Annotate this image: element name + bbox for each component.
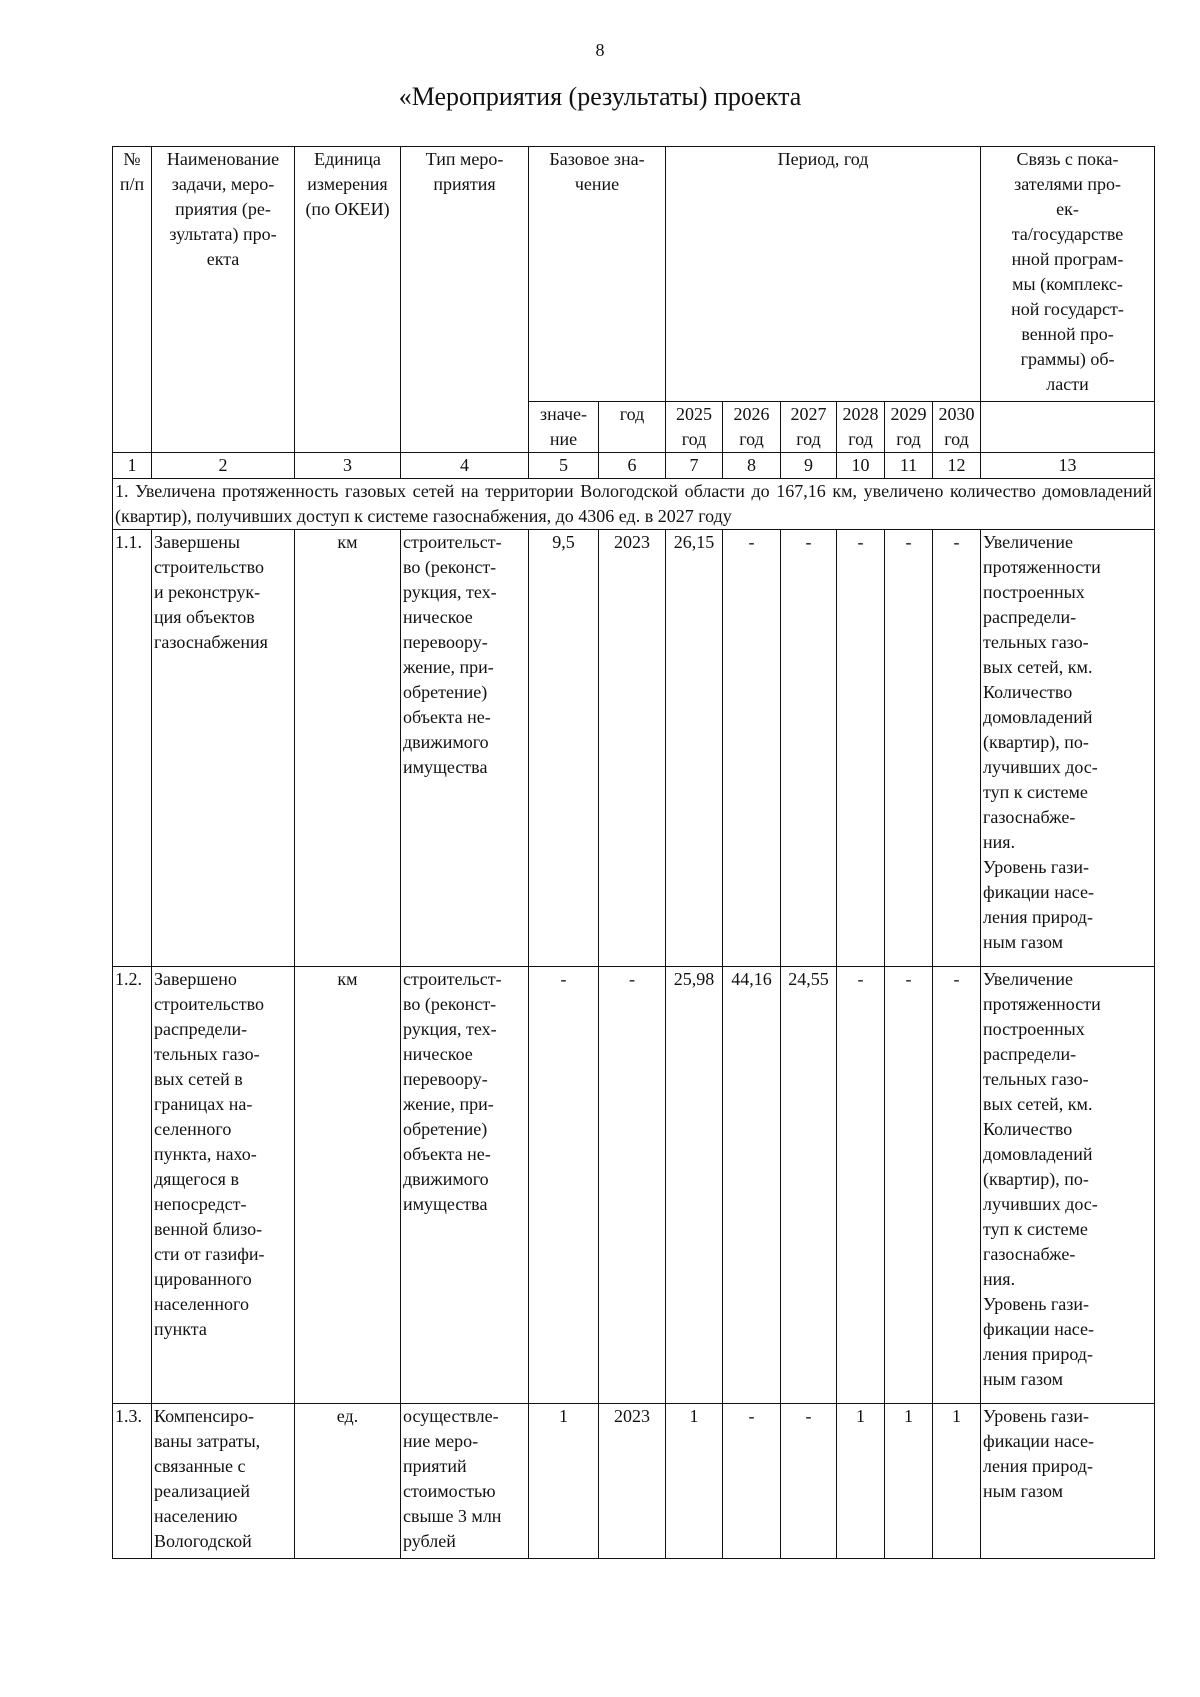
column-number: 13 <box>981 453 1155 479</box>
row-year-2025: 25,98 <box>666 967 723 1404</box>
column-number: 11 <box>885 453 933 479</box>
row-link: Увеличение протяженности построенных распредели- тельных газо- вых сетей, км. Количество домовладений (квартир), по- лучивших дос- туп к системе газоснабже- ния. Уровень гази- фикации насе- ления природ- ным газом <box>981 967 1155 1404</box>
header-col-base: Базовое зна- чение <box>529 147 666 402</box>
header-year-2028: 2028 год <box>837 402 885 453</box>
row-type: строительст- во (реконст- рукция, тех- ническое перевоору- жение, при- обретение) объекта не- движимого имущества <box>401 967 529 1404</box>
section-title: 1. Увеличена протяженность газовых сетей на территории Вологодской области до 167,16 км, увеличено количество домовладений (квартир), получивших доступ к системе газоснабжения, до 4306 ед. в 2027 году <box>113 479 1155 530</box>
column-number: 6 <box>599 453 666 479</box>
row-year-2026: - <box>723 530 781 967</box>
column-number: 5 <box>529 453 599 479</box>
header-col-type: Тип меро- приятия <box>401 147 529 453</box>
row-name: Завершены строительство и реконструк- ция объектов газоснабжения <box>152 530 295 967</box>
row-unit: км <box>295 967 401 1404</box>
row-unit: ед. <box>295 1404 401 1559</box>
row-year-2029: - <box>885 967 933 1404</box>
column-number: 8 <box>723 453 781 479</box>
column-number: 12 <box>933 453 981 479</box>
row-base-year: 2023 <box>599 1404 666 1559</box>
row-number: 1.3. <box>113 1404 152 1559</box>
row-year-2026: 44,16 <box>723 967 781 1404</box>
header-year-2027: 2027 год <box>781 402 837 453</box>
row-number: 1.1. <box>113 530 152 967</box>
header-row <box>113 147 1155 402</box>
row-year-2025: 1 <box>666 1404 723 1559</box>
column-number: 10 <box>837 453 885 479</box>
header-year-2026: 2026 год <box>723 402 781 453</box>
section-row <box>113 479 1155 530</box>
column-number: 7 <box>666 453 723 479</box>
column-number: 4 <box>401 453 529 479</box>
row-unit: км <box>295 530 401 967</box>
row-base-value: - <box>529 967 599 1404</box>
row-year-2027: - <box>781 1404 837 1559</box>
table-row <box>113 1404 1155 1559</box>
column-numbers-row <box>113 453 1155 479</box>
table-row <box>113 967 1155 1404</box>
row-year-2026: - <box>723 1404 781 1559</box>
header-col-period: Период, год <box>666 147 981 402</box>
row-type: осуществле- ние меро- приятий стоимостью свыше 3 млн рублей <box>401 1404 529 1559</box>
header-year-2030: 2030 год <box>933 402 981 453</box>
row-link: Увеличение протяженности построенных распредели- тельных газо- вых сетей, км. Количество домовладений (квартир), по- лучивших дос- туп к системе газоснабже- ния. Уровень гази- фикации насе- ления природ- ным газом <box>981 530 1155 967</box>
column-number: 3 <box>295 453 401 479</box>
row-year-2029: 1 <box>885 1404 933 1559</box>
header-col-no: № п/п <box>113 147 152 453</box>
table-row <box>113 530 1155 967</box>
row-year-2028: - <box>837 530 885 967</box>
row-base-value: 1 <box>529 1404 599 1559</box>
header-col-unit: Единица измерения (по ОКЕИ) <box>295 147 401 453</box>
row-year-2029: - <box>885 530 933 967</box>
header-year-2025: 2025 год <box>666 402 723 453</box>
header-col-link: Связь с пока- зателями про- ек- та/государстве нной програм- мы (комплекс- ной государст- венной про- граммы) об- ласти <box>981 147 1155 402</box>
results-table <box>112 146 1155 1559</box>
row-number: 1.2. <box>113 967 152 1404</box>
row-base-value: 9,5 <box>529 530 599 967</box>
page-number: 8 <box>595 40 605 60</box>
row-year-2028: - <box>837 967 885 1404</box>
column-number: 9 <box>781 453 837 479</box>
header-col-name: Наименование задачи, меро- приятия (ре- зультата) про- екта <box>152 147 295 453</box>
row-type: строительст- во (реконст- рукция, тех- ническое перевоору- жение, при- обретение) объекта не- движимого имущества <box>401 530 529 967</box>
row-base-year: 2023 <box>599 530 666 967</box>
header-base-year: год <box>599 402 666 453</box>
row-year-2025: 26,15 <box>666 530 723 967</box>
row-year-2028: 1 <box>837 1404 885 1559</box>
column-number: 1 <box>113 453 152 479</box>
header-link-empty <box>981 402 1155 453</box>
row-year-2030: 1 <box>933 1404 981 1559</box>
row-link: Уровень гази- фикации насе- ления природ- ным газом <box>981 1404 1155 1559</box>
page-title: «Мероприятия (результаты) проекта <box>398 82 802 111</box>
row-year-2030: - <box>933 967 981 1404</box>
row-year-2027: - <box>781 530 837 967</box>
header-base-value: значе- ние <box>529 402 599 453</box>
row-base-year: - <box>599 967 666 1404</box>
row-name: Компенсиро- ваны затраты, связанные с реализацией населению Вологодской <box>152 1404 295 1559</box>
column-number: 2 <box>152 453 295 479</box>
header-year-2029: 2029 год <box>885 402 933 453</box>
row-year-2030: - <box>933 530 981 967</box>
row-name: Завершено строительство распредели- тельных газо- вых сетей в границах на- селенного пункта, нахо- дящегося в непосредст- венной близо- сти от газифи- цированного населенного пункта <box>152 967 295 1404</box>
row-year-2027: 24,55 <box>781 967 837 1404</box>
